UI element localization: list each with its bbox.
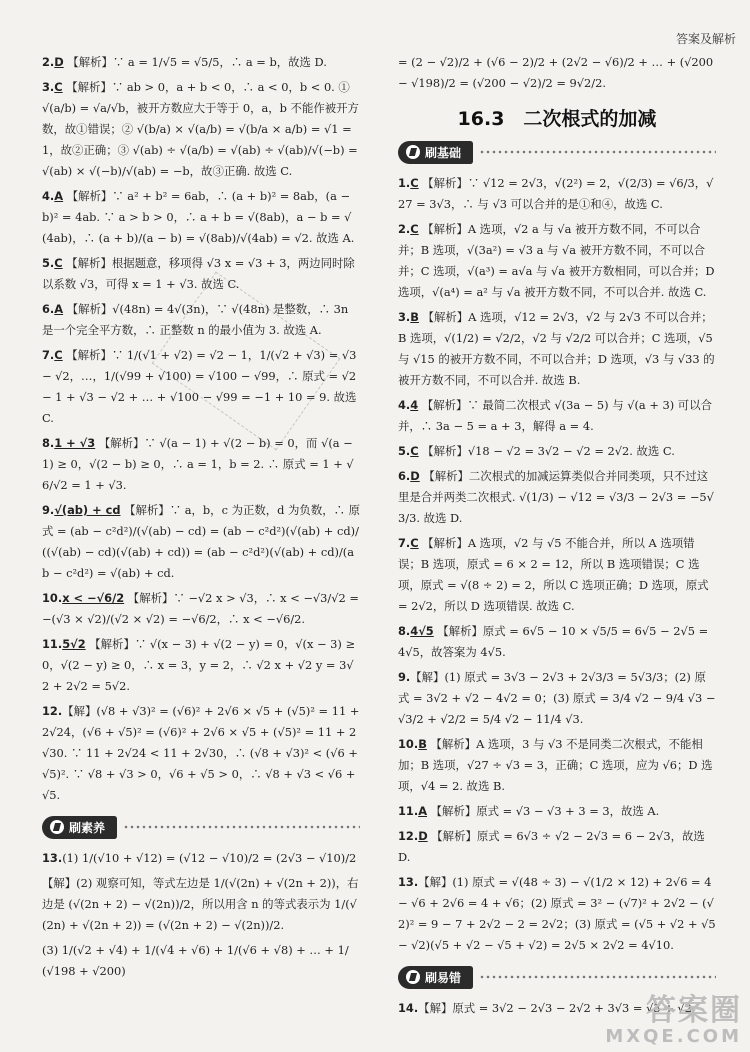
entry-text: 【解】(√8 + √3)² = (√6)² + 2√6 × √5 + (√5)² = 11 + 2√24，(√6 + √5)² = (√6)² + 2√6 × √5 + (√5)² = 11 + 2√30. ∵ 11 + 2√24 < 11 + 2√30，∴ (√8 + √3)² < (√6 + √5)². ∵ √8 + √3 > 0，√6 + √5 > 0，∴ √8 + √3 < √6 + √5. <box>42 704 360 802</box>
entry-text: 【解析】∵ 1/(√1 + √2) = √2 − 1，1/(√2 + √3) = √3 − √2，…，1/(√99 + √100) = √100 − √99，∴ 原式 = √2 − 1 + √3 − √2 + … + √100 − √99 = −1 + 10 = 9. 故选 C. <box>42 348 357 425</box>
entry-number: 1. <box>398 176 411 190</box>
answer-entry <box>42 701 360 806</box>
entry-answer: C <box>410 536 419 550</box>
entry-text: 【解析】∵ √(x − 3) + √(2 − y) = 0，√(x − 3) ≥ 0，√(2 − y) ≥ 0，∴ x = 3，y = 2，∴ √2 x + √2 y = 3√2 + 2√2 = 5√2. <box>42 637 356 693</box>
entry-number: 8. <box>42 436 55 450</box>
entry-answer: A <box>54 189 64 203</box>
watermark-url: MXQE.COM <box>605 1026 742 1047</box>
entry-answer: D <box>418 829 428 843</box>
entry-text: 【解析】∵ a² + b² = 6ab，∴ (a + b)² = 8ab，(a − b)² = 4ab. ∵ a > b > 0，∴ a + b = √(8ab)，a − b = √(4ab)，∴ (a + b)/(a − b) = √(8ab)/√(4ab) = √2. 故选 A. <box>42 189 355 245</box>
entry-text: 【解】原式 = 3√2 − 2√3 − 2√2 + 3√3 = √3 + √2. <box>418 1001 696 1015</box>
entry-number: 4. <box>42 189 55 203</box>
entry-text: 【解】(1) 原式 = 3√3 − 2√3 + 2√3/3 = 5√3/3；(2) 原式 = 3√2 + √2 − 4√2 = 0；(3) 原式 = 3/4 √2 − 9/4 √3 − √3/2 + √2/2 = 5/4 √2 − 11/4 √3. <box>398 670 716 726</box>
answer-entry <box>398 441 716 462</box>
entry-number: 6. <box>42 302 55 316</box>
entry-text: 【解析】∵ −√2 x > √3，∴ x < −√3/√2 = −(√3 × √2)/(√2 × √2) = −√6/2，∴ x < −√6/2. <box>42 591 359 626</box>
entry-text: 【解析】∵ a，b，c 为正数，d 为负数，∴ 原式 = (ab − c²d²)/(√(ab) − cd) = (ab − c²d²)(√(ab) + cd)/((√(ab) − cd)(√(ab) + cd)) = (ab − c²d²)(√(ab) + cd)/(ab − c²d²) = √(ab) + cd. <box>42 503 361 580</box>
entry-number: 10. <box>398 737 419 751</box>
right-top-entries <box>398 52 716 94</box>
entry-answer: 4√5 <box>410 624 434 638</box>
entry-number: 8. <box>398 624 411 638</box>
entry-answer: C <box>54 256 63 270</box>
entry-number: 7. <box>398 536 411 550</box>
answer-entry <box>42 500 360 584</box>
entry-number: 5. <box>42 256 55 270</box>
entry-text: 【解析】√18 − √2 = 3√2 − √2 = 2√2. 故选 C. <box>422 444 675 458</box>
entry-number: 6. <box>398 469 411 483</box>
answer-entry <box>398 533 716 617</box>
banner-jichu <box>398 139 716 165</box>
entry-text: 【解析】A 选项，3 与 √3 不是同类二次根式，不能相加；B 选项，√27 ÷ √3 = 3，正确；C 选项，应为 √6；D 选项，√4 = 2. 故选 B. <box>398 737 713 793</box>
pen-icon <box>406 970 420 984</box>
entry-number: 3. <box>42 80 55 94</box>
banner-label: 刷素养 <box>69 820 106 835</box>
entry-answer: C <box>54 348 63 362</box>
answer-entry <box>398 621 716 663</box>
entry-number: 3. <box>398 310 411 324</box>
entry-answer: D <box>410 469 420 483</box>
answer-entry <box>398 395 716 437</box>
banner-badge <box>42 816 117 839</box>
right-mid-entries <box>398 173 716 956</box>
entry-number: 9. <box>398 670 411 684</box>
entry-number: 11. <box>42 637 63 651</box>
entry-text: 【解析】原式 = 6√5 − 10 × √5/5 = 6√5 − 2√5 = 4√5，故答案为 4√5. <box>398 624 709 659</box>
left-after-entries <box>42 848 360 982</box>
site-watermark <box>605 993 742 1047</box>
left-column <box>42 52 360 986</box>
answer-entry <box>398 466 716 529</box>
answer-entry <box>398 826 716 868</box>
entry-number: 2. <box>398 222 411 236</box>
header-tag: 答案及解析 <box>675 32 736 46</box>
entry-answer: C <box>410 176 419 190</box>
entry-number: 13. <box>398 875 419 889</box>
entry-number: 5. <box>398 444 411 458</box>
entry-answer: 4 <box>410 398 419 412</box>
pen-icon <box>406 145 420 159</box>
entry-text: (1) 1/(√10 + √12) = (√12 − √10)/2 = (2√3 − √10)/2 <box>62 851 357 865</box>
dotted-rule <box>123 825 360 829</box>
entry-number: 11. <box>398 804 419 818</box>
answer-entry <box>42 77 360 182</box>
section-title: 16.3 二次根式的加减 <box>457 108 657 130</box>
entry-text: 【解析】A 选项，√2 a 与 √a 被开方数不同，不可以合并；B 选项，√(3a²) = √3 a 与 √a 被开方数不同，不可以合并；C 选项，√(a³) = a√a 与 √a 被开方数相同，可以合并；D 选项，√(a⁴) = a² 与 √a 被开方数不同，不可以合并. 故选 C. <box>398 222 715 299</box>
entry-text: 【解析】∵ a = 1/√5 = √5/5，∴ a = b，故选 D. <box>67 55 327 69</box>
banner-label: 刷基础 <box>425 145 462 160</box>
banner-yicuo <box>398 964 716 990</box>
answer-entry <box>42 52 360 73</box>
banner-label: 刷易错 <box>425 970 462 985</box>
answer-entry <box>398 307 716 391</box>
dotted-rule <box>479 975 716 979</box>
entry-number: 7. <box>42 348 55 362</box>
entry-answer: D <box>54 55 64 69</box>
entry-text: 【解析】∵ √(a − 1) + √(2 − b) = 0，而 √(a − 1) ≥ 0，√(2 − b) ≥ 0，∴ a = 1，b = 2. ∴ 原式 = 1 + √6/√2 = 1 + √3. <box>42 436 354 492</box>
entry-text: = (2 − √2)/2 + (√6 − 2)/2 + (2√2 − √6)/2 + … + (√200 − √198)/2 = (√200 − √2)/2 = 9√2/2. <box>398 55 714 90</box>
entry-text: 【解】(1) 原式 = √(48 ÷ 3) − √(1/2 × 12) + 2√6 = 4 − √6 + 2√6 = 4 + √6；(2) 原式 = 3² − (√7)² + 2√2 − (√2)² = 9 − 7 + 2√2 − 2 = 2√2；(3) 原式 = (√5 + √2 + √5 − √2)(√5 + √2 − √5 + √2) = 2√5 × 2√2 = 4√10. <box>398 875 716 952</box>
entry-number: 12. <box>42 704 63 718</box>
entry-number: 10. <box>42 591 63 605</box>
answer-entry <box>398 872 716 956</box>
answer-entry <box>398 667 716 730</box>
entry-number: 14. <box>398 1001 419 1015</box>
entry-text: 【解析】∵ ab > 0，a + b < 0，∴ a < 0，b < 0. ① √(a/b) = √a/√b，被开方数应大于等于 0，a，b 不能作被开方数，故①错误；② √(b/a) × √(a/b) = √(b/a × a/b) = √1 = 1，故②正确；③ √(ab) ÷ √(a/b) = √(ab) ÷ √(ab)/√(−b) = √(ab) × √(−b)/√(ab) = −b，故③正确. 故选 C. <box>42 80 359 178</box>
answer-entry <box>42 253 360 295</box>
entry-number: 2. <box>42 55 55 69</box>
entry-answer: C <box>410 222 419 236</box>
entry-text: 【解析】√(48n) = 4√(3n)，∵ √(48n) 是整数，∴ 3n 是一个完全平方数，∴ 正整数 n 的最小值为 3. 故选 A. <box>42 302 349 337</box>
banner-badge <box>398 141 473 164</box>
entry-answer: 5√2 <box>62 637 86 651</box>
entry-number: 4. <box>398 398 411 412</box>
answer-entry <box>42 186 360 249</box>
banner-badge <box>398 966 473 989</box>
entry-text: 【解析】A 选项，√2 与 √5 不能合并，所以 A 选项错误；B 选项，原式 = 6 × 2 = 12，所以 B 选项错误；C 选项，原式 = √(8 ÷ 2) = 2，所以 C 选项正确；D 选项，原式 = 2√2，所以 D 选项错误. 故选 C. <box>398 536 709 613</box>
banner-suyang <box>42 814 360 840</box>
entry-text: (3) 1/(√2 + √4) + 1/(√4 + √6) + 1/(√6 + √8) + … + 1/(√198 + √200) <box>42 943 349 978</box>
answer-entry <box>42 940 360 982</box>
entry-text: 【解析】∵ √12 = 2√3，√(2²) = 2，√(2/3) = √6/3，√27 = 3√3，∴ 与 √3 可以合并的是①和④，故选 C. <box>398 176 714 211</box>
entry-answer: x < −√6/2 <box>62 591 125 605</box>
answer-entry <box>42 433 360 496</box>
right-column <box>398 52 716 1023</box>
entry-answer: C <box>54 80 63 94</box>
entry-answer: A <box>418 804 428 818</box>
answer-entry <box>42 873 360 936</box>
watermark-main: 答案圈 <box>646 993 742 1028</box>
entry-answer: B <box>418 737 427 751</box>
entry-text: 【解析】原式 = 6√3 ÷ √2 − 2√3 = 6 − 2√3，故选 D. <box>398 829 705 864</box>
entry-text: 【解析】二次根式的加减运算类似合并同类项，只不过这里是合并两类二次根式. √(1/3) − √12 = √3/3 − 2√3 = −5√3/3. 故选 D. <box>398 469 714 525</box>
dotted-rule <box>479 150 716 154</box>
answer-entry <box>42 345 360 429</box>
entry-text: 【解】(2) 观察可知，等式左边是 1/(√(2n) + √(2n + 2))，右边是 (√(2n + 2) − √(2n))/2，所以用含 n 的等式表示为 1/(√(2n) + √(2n + 2)) = (√(2n + 2) − √(2n))/2. <box>42 876 359 932</box>
entry-answer: √(ab) + cd <box>54 503 121 517</box>
answer-entry <box>398 173 716 215</box>
entry-number: 13. <box>42 851 63 865</box>
entry-text: 【解析】原式 = √3 − √3 + 3 = 3，故选 A. <box>430 804 660 818</box>
answer-entry <box>42 634 360 697</box>
entry-number: 12. <box>398 829 419 843</box>
entry-text: 【解析】A 选项，√12 = 2√3，√2 与 2√3 不可以合并；B 选项，√(1/2) = √2/2，√2 与 √2/2 可以合并；C 选项，√5 与 √15 的被开方数不同，不可以合并；D 选项，√3 与 √33 的被开方数不同，不可以合并. 故选 B. <box>398 310 715 387</box>
answer-entry <box>42 299 360 341</box>
entry-text: 【解析】∵ 最简二次根式 √(3a − 5) 与 √(a + 3) 可以合并，∴ 3a − 5 = a + 3，解得 a = 4. <box>398 398 712 433</box>
answer-entry <box>42 848 360 869</box>
answer-entry <box>398 734 716 797</box>
entry-text: 【解析】根据题意，移项得 √3 x = √3 + 3，两边同时除以系数 √3，可得 x = 1 + √3. 故选 C. <box>42 256 355 291</box>
entry-answer: 1 + √3 <box>54 436 96 450</box>
answer-entry <box>398 219 716 303</box>
answer-entry <box>398 801 716 822</box>
entry-answer: A <box>54 302 64 316</box>
answer-entry <box>42 588 360 630</box>
entry-number: 9. <box>42 503 55 517</box>
entry-answer: C <box>410 444 419 458</box>
pen-icon <box>50 820 64 834</box>
answer-entry <box>398 52 716 94</box>
entry-answer: B <box>410 310 419 324</box>
left-entries <box>42 52 360 806</box>
